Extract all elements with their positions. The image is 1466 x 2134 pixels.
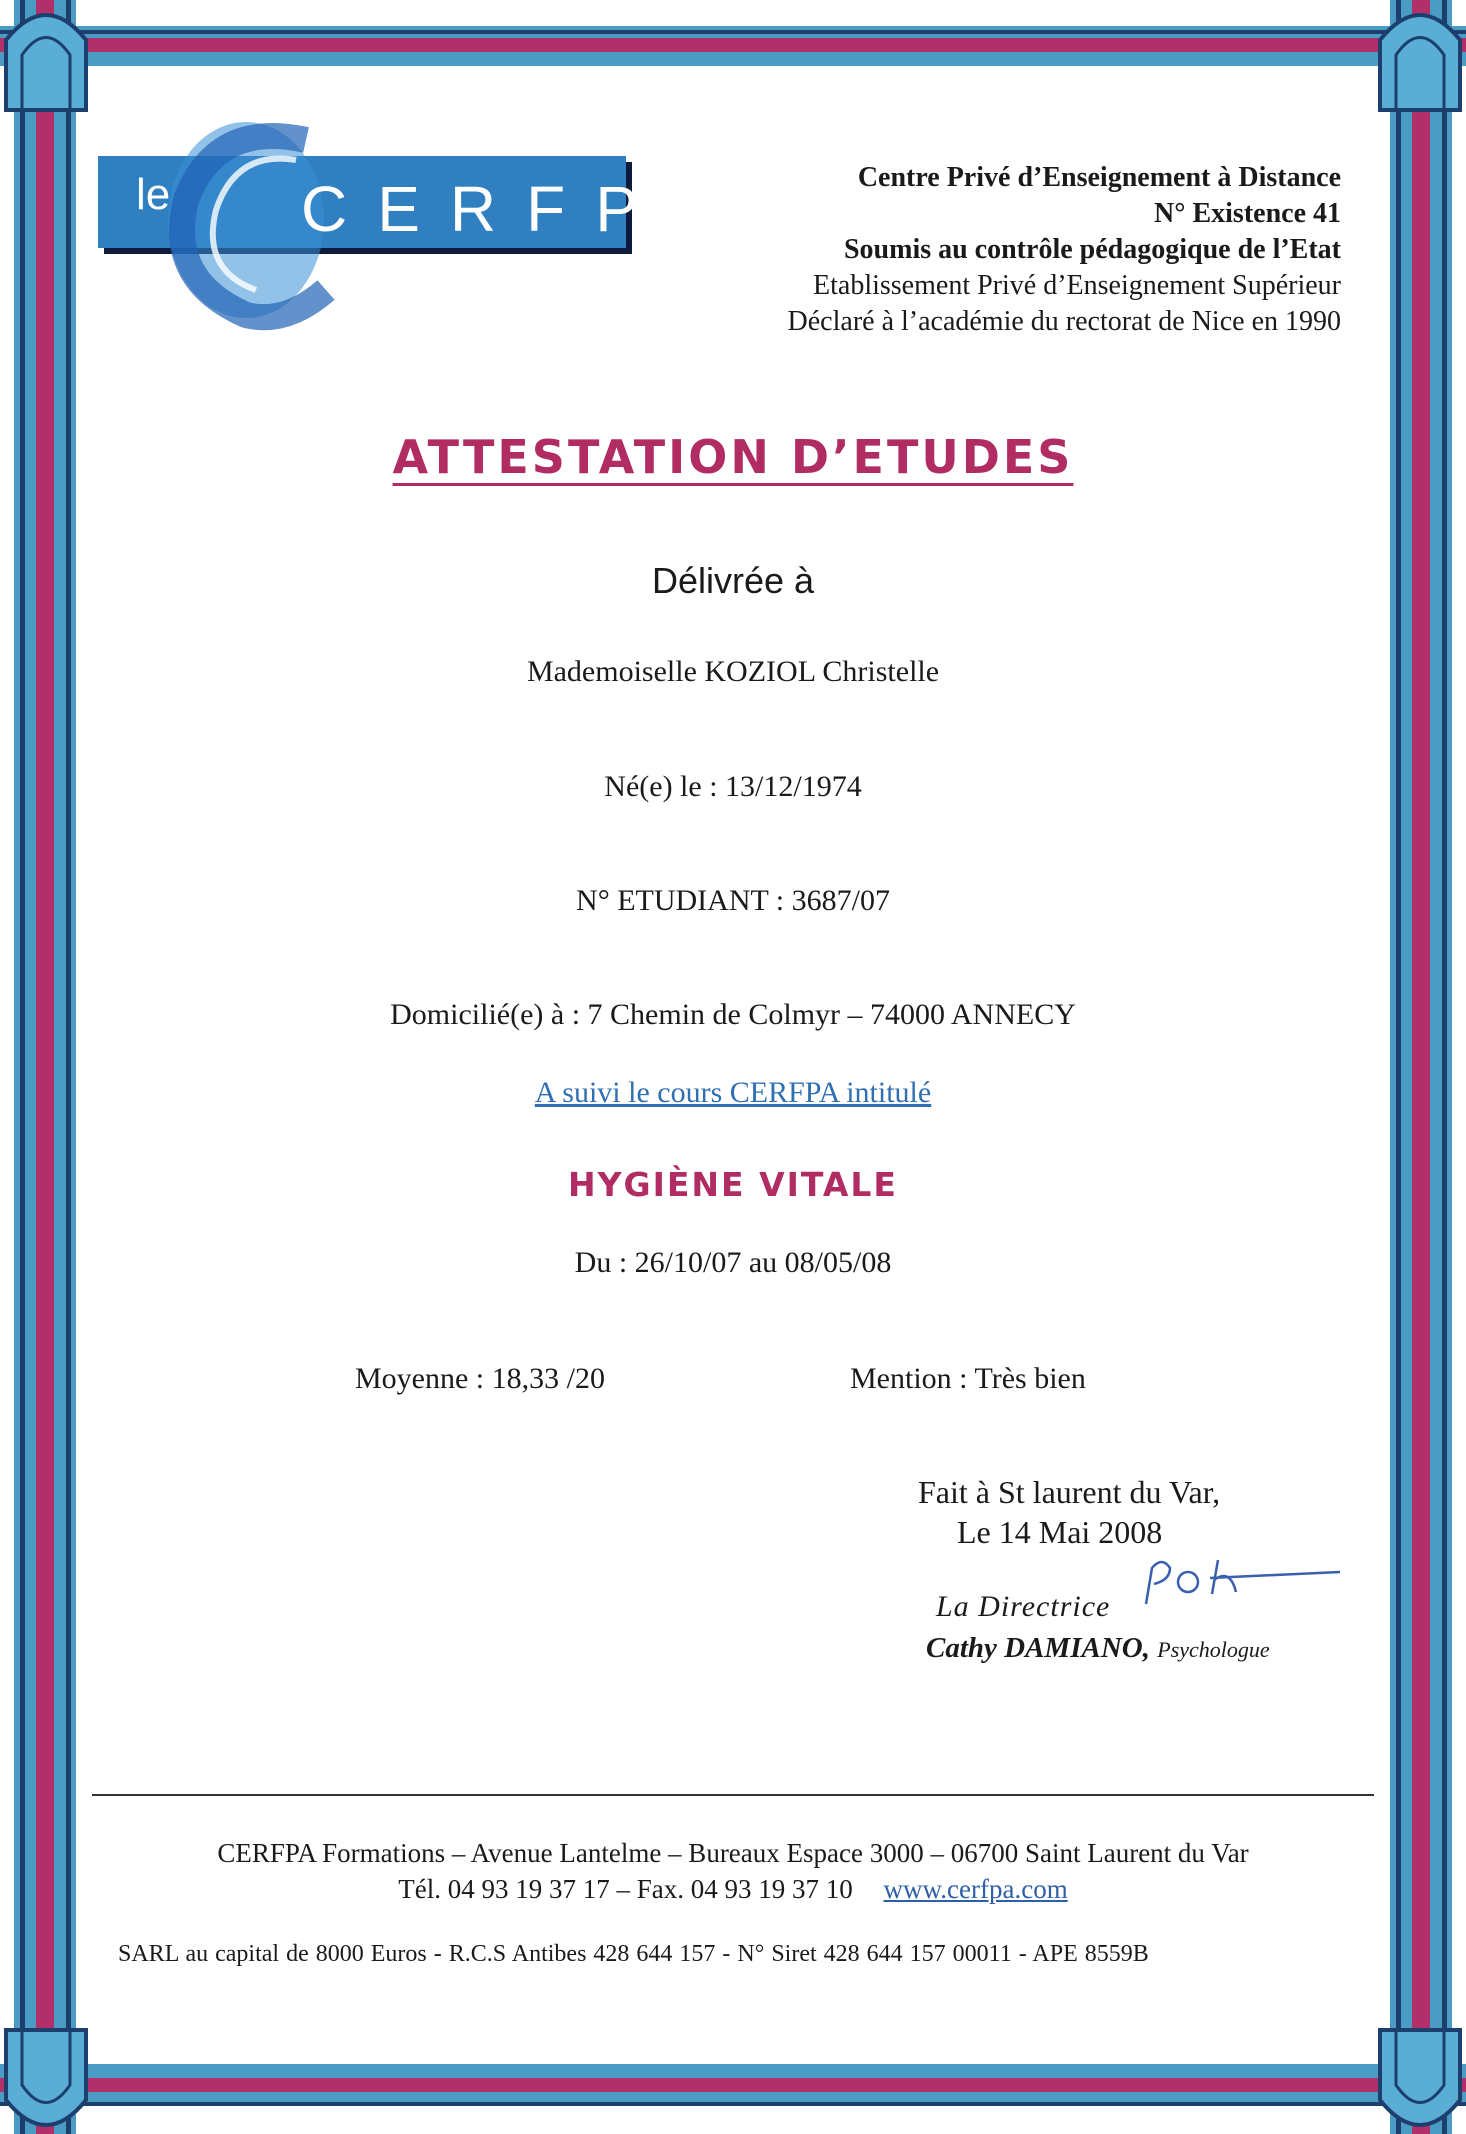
student-number: N° ETUDIANT : 3687/07 (576, 884, 890, 917)
institution-line-1: Centre Privé d’Enseignement à Distance (857, 162, 1341, 193)
frame-left-border (0, 0, 92, 2134)
document-title (0, 430, 1466, 484)
course-dates: Du : 26/10/07 au 08/05/08 (574, 1246, 892, 1279)
frame-bottom-border (0, 2054, 1466, 2134)
website-link[interactable]: www.cerfpa.com (883, 1874, 1068, 1904)
footer-address: CERFPA Formations – Avenue Lantelme – Bureaux Espace 3000 – 06700 Saint Laurent du Var (217, 1838, 1249, 1868)
institution-line-4: Etablissement Privé d’Enseignement Supérieur (813, 270, 1341, 301)
course-name: HYGIÈNE VITALE (568, 1165, 898, 1204)
signer-role: La Directrice (936, 1590, 1111, 1623)
institution-line-5: Déclaré à l’académie du rectorat de Nice en 1990 (787, 306, 1341, 337)
issue-date: Le 14 Mai 2008 (957, 1514, 1163, 1550)
signature-icon (1140, 1546, 1340, 1616)
logo-le-text: le (136, 170, 171, 219)
course-intro: A suivi le cours CERFPA intitulé (534, 1076, 932, 1109)
institution-info (788, 160, 1341, 340)
delivered-to: Délivrée à (651, 560, 815, 601)
footer-contacts (0, 1874, 1466, 1905)
signer-name: Cathy DAMIANO, (926, 1632, 1150, 1664)
average-grade: Moyenne : 18,33 /20 (355, 1362, 605, 1395)
cerfpa-logo (96, 110, 736, 340)
signer (926, 1632, 1270, 1665)
institution-line-3: Soumis au contrôle pédagogique de l’Etat (843, 234, 1341, 265)
document-title-text: ATTESTATION D’ETUDES (392, 430, 1074, 484)
frame-right-border (1374, 0, 1466, 2134)
institution-line-2: N° Existence 41 (1154, 198, 1341, 229)
recipient-name: Mademoiselle KOZIOL Christelle (526, 655, 940, 688)
footer-phones: Tél. 04 93 19 37 17 – Fax. 04 93 19 37 10 (398, 1874, 853, 1904)
issue-place: Fait à St laurent du Var, (918, 1474, 1221, 1510)
birth-date: Né(e) le : 13/12/1974 (604, 770, 862, 803)
logo-name-text: CERFPA (301, 173, 736, 245)
grade-mention: Mention : Très bien (850, 1362, 1086, 1395)
frame-top-border (0, 0, 1466, 80)
footer-divider (92, 1794, 1374, 1796)
footer-legal-info: SARL au capital de 8000 Euros - R.C.S Antibes 428 644 157 - N° Siret 428 644 157 00011 - APE 8559B (118, 1941, 1149, 1967)
signer-title: Psychologue (1157, 1637, 1270, 1662)
student-address: Domicilié(e) à : 7 Chemin de Colmyr – 74000 ANNECY (390, 998, 1076, 1031)
